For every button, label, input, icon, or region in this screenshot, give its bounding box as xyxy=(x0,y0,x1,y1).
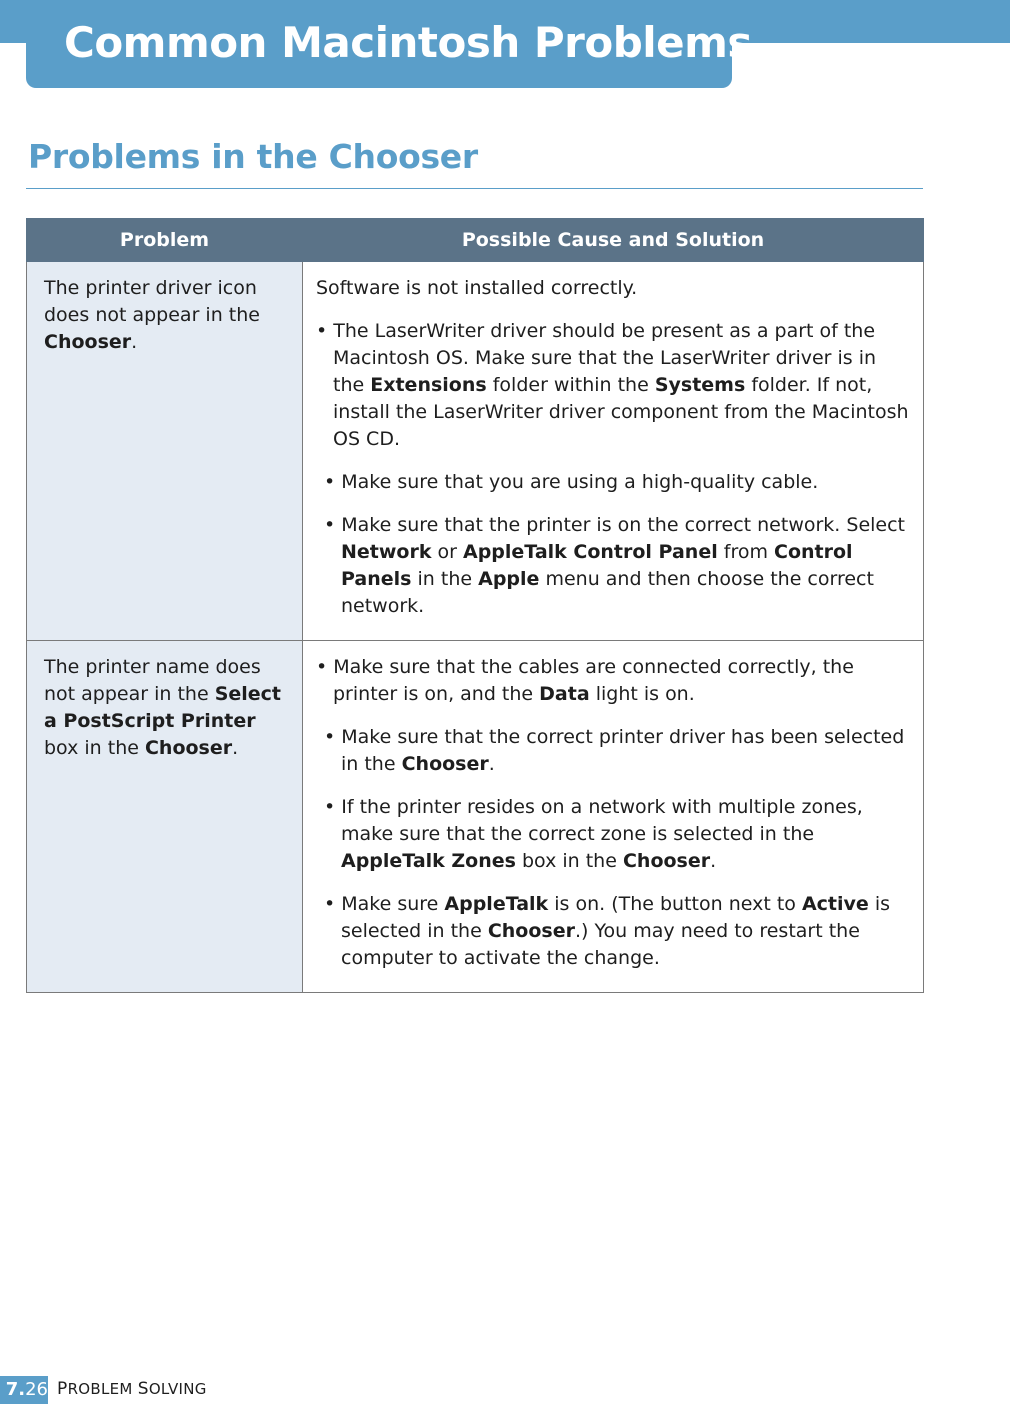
page-number: 26 xyxy=(25,1379,48,1400)
solution-bullet: • Make sure that the correct printer driver has been selected in the Chooser. xyxy=(324,726,905,775)
table-row xyxy=(27,641,924,993)
header-solution: Possible Cause and Solution xyxy=(303,219,924,262)
table-row xyxy=(27,262,924,641)
solution-bullet: • The LaserWriter driver should be present as a part of the Macintosh OS. Make sure that the LaserWriter driver is in the Extensions folder within the Systems folder. If not, install the LaserWriter driver component from the Macintosh OS CD. xyxy=(316,320,909,450)
problem-cell: The printer driver icon does not appear in the Chooser. xyxy=(27,262,303,641)
solution-cell xyxy=(303,641,924,993)
solution-bullet: • Make sure that the cables are connected correctly, the printer is on, and the Data light is on. xyxy=(316,656,854,705)
problem-cell: The printer name does not appear in the Select a PostScript Printer box in the Chooser. xyxy=(27,641,303,993)
chapter-number: 7. xyxy=(5,1379,26,1400)
section-divider xyxy=(26,188,923,189)
solution-bullet: • If the printer resides on a network with multiple zones, make sure that the correct zone is selected in the AppleTalk Zones box in the Chooser. xyxy=(324,796,863,872)
solution-bullet: • Make sure AppleTalk is on. (The button next to Active is selected in the Chooser.) You may need to restart the computer to activate the change. xyxy=(324,893,891,969)
section-title: Problems in the Chooser xyxy=(28,137,478,176)
page-number-badge xyxy=(0,1376,48,1404)
table-header-row xyxy=(27,219,924,262)
footer-section-label: PROBLEM SOLVING xyxy=(57,1379,207,1399)
header-problem: Problem xyxy=(27,219,303,262)
solution-bullet: • Make sure that you are using a high-quality cable. xyxy=(324,471,819,493)
problems-table xyxy=(26,218,924,993)
solution-cell xyxy=(303,262,924,641)
page-title: Common Macintosh Problems xyxy=(64,18,752,67)
solution-bullet: • Make sure that the printer is on the correct network. Select Network or AppleTalk Control Panel from Control Panels in the Apple menu and then choose the correct network. xyxy=(324,514,905,617)
solution-intro: Software is not installed correctly. xyxy=(316,277,638,299)
